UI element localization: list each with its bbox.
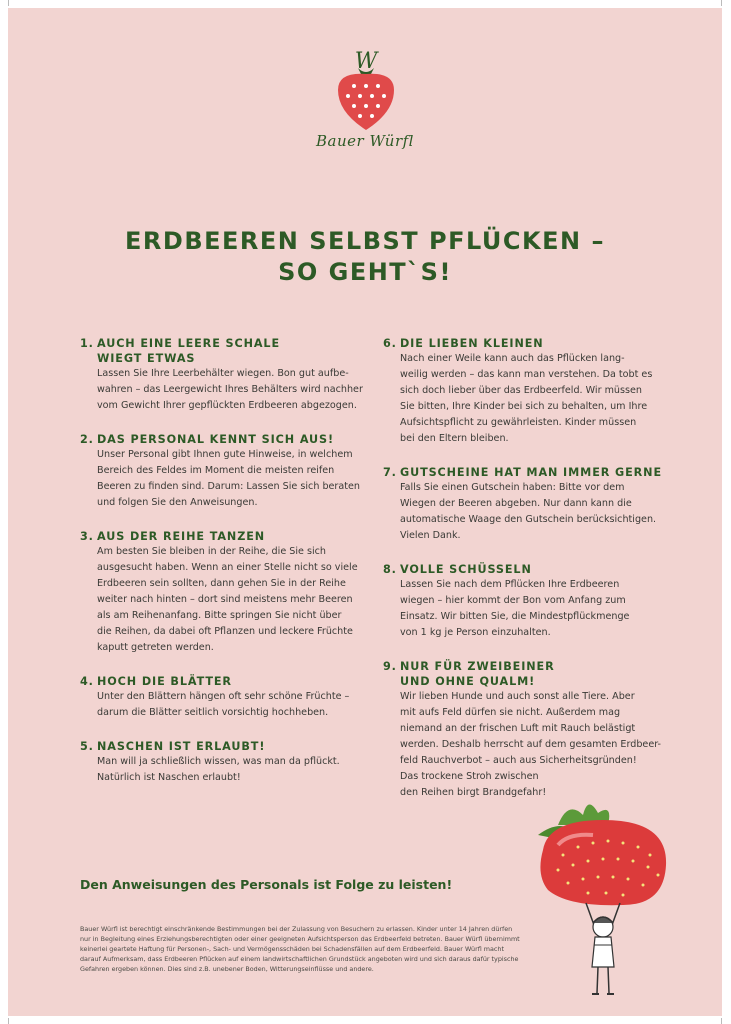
rule-item bbox=[383, 659, 663, 801]
title-line-1: ERDBEEREN SELBST PFLÜCKEN – bbox=[125, 227, 605, 255]
rule-number: 8. bbox=[383, 563, 397, 576]
rule-text: Am besten Sie bleiben in der Reihe, die Sie sich ausgesucht haben. Wenn an einer Stelle nicht so viele Erdbeeren sein sollten, dann gehen Sie in der Reihe weiter nach hinten – dort sind meistens mehr Beeren als am Reihenanfang. Bitte springen Sie nicht über die Reihen, da dabei oft Pflanzen und leckere Früchte kaputt getreten werden. bbox=[97, 546, 358, 653]
rule-heading: GUTSCHEINE HAT MAN IMMER GERNE bbox=[400, 466, 662, 479]
rule-number: 2. bbox=[80, 433, 94, 446]
rule-heading: NUR FÜR ZWEIBEINER UND OHNE QUALM! bbox=[400, 660, 555, 688]
crop-mark-br bbox=[721, 1018, 722, 1024]
rule-number: 6. bbox=[383, 337, 397, 350]
rule-text: Unter den Blättern hängen oft sehr schöne Früchte – darum die Blätter seitlich vorsichtig hochheben. bbox=[97, 691, 350, 718]
rule-number: 4. bbox=[80, 675, 94, 688]
rule-item bbox=[80, 529, 370, 656]
rule-item bbox=[80, 432, 370, 511]
rule-number: 1. bbox=[80, 337, 94, 350]
rule-item bbox=[383, 465, 663, 544]
rule-heading: HOCH DIE BLÄTTER bbox=[97, 675, 232, 688]
crop-mark-tr bbox=[721, 0, 722, 6]
rule-heading: AUS DER REIHE TANZEN bbox=[97, 530, 266, 543]
rule-number: 7. bbox=[383, 466, 397, 479]
logo-monogram: W bbox=[354, 49, 378, 74]
rule-heading: DAS PERSONAL KENNT SICH AUS! bbox=[97, 433, 334, 446]
rules-left-column bbox=[80, 336, 370, 800]
rule-text: Unser Personal gibt Ihnen gute Hinweise, in welchem Bereich des Feldes im Moment die meisten reifen Beeren zu finden sind. Darum: Lassen Sie sich beraten und folgen Sie den Anweisungen. bbox=[97, 449, 361, 508]
disclaimer-text: Bauer Würfl ist berechtigt einschränkende Bestimmungen bei der Zulassung von Besuchern zu erlassen. Kinder unter 14 Jahren dürfen nur in Begleitung eines Erziehungsberechtigten oder einer geeigneten Aufsichtsperson das Erdbeerfeld betreten. Bauer Würfl übernimmt keinerlei geartete Haftung für Personen-, Sach- und Vermögensschäden bei Schadensfällen auf dem Erdbeerfeld. Bauer Würfl macht darauf Aufmerksam, dass Erdbeeren Pflücken auf einem landwirtschaftlichen Grundstück angeboten wird und sich daraus dafür typische Gefahren ergeben können. Dies sind z.B. unebener Boden, Witterungseinflüsse und andere. bbox=[80, 925, 520, 973]
rules-right-column bbox=[383, 336, 663, 815]
rule-text: Lassen Sie nach dem Pflücken Ihre Erdbeeren wiegen – hier kommt der Bon vom Anfang zum Einsatz. Wir bitten Sie, die Mindestpflückmenge von 1 kg je Person einzuhalten. bbox=[400, 579, 630, 638]
rule-heading: VOLLE SCHÜSSELN bbox=[400, 563, 532, 576]
strawberry-girl-illustration-icon bbox=[528, 795, 678, 1000]
rule-number: 5. bbox=[80, 740, 94, 753]
rule-text: Nach einer Weile kann auch das Pflücken lang- weilig werden – das kann man verstehen. Da tobt es sich doch lieber über das Erdbeerfeld. Wir müssen Sie bitten, Ihre Kinder bei sich zu behalten, um Ihre Aufsichtspflicht zu gewährleisten. Kinder müssen bei den Eltern bleiben. bbox=[400, 353, 653, 444]
page-title bbox=[60, 226, 670, 288]
staff-note: Den Anweisungen des Personals ist Folge zu leisten! bbox=[80, 877, 453, 892]
rule-number: 9. bbox=[383, 660, 397, 673]
brand-name: Bauer Würfl bbox=[316, 132, 414, 150]
rule-item bbox=[383, 562, 663, 641]
rule-item bbox=[80, 739, 370, 786]
rule-heading: DIE LIEBEN KLEINEN bbox=[400, 337, 544, 350]
rule-item bbox=[80, 674, 370, 721]
rule-number: 3. bbox=[80, 530, 94, 543]
rule-heading: AUCH EINE LEERE SCHALE WIEGT ETWAS bbox=[97, 337, 280, 365]
crop-mark-tl bbox=[8, 0, 9, 6]
rule-text: Man will ja schließlich wissen, was man da pflückt. Natürlich ist Naschen erlaubt! bbox=[97, 756, 340, 783]
crop-mark-bl bbox=[8, 1018, 9, 1024]
rule-text: Falls Sie einen Gutschein haben: Bitte vor dem Wiegen der Beeren abgeben. Nur dann kann die automatische Waage den Gutschein berücksichtigen. Vielen Dank. bbox=[400, 482, 657, 541]
rule-item bbox=[80, 336, 370, 414]
title-line-2: SO GEHT`S! bbox=[278, 258, 452, 286]
rule-text: Lassen Sie Ihre Leerbehälter wiegen. Bon gut aufbe- wahren – das Leergewicht Ihres Behälters wird nachher vom Gewicht Ihrer gepflückten Erdbeeren abgezogen. bbox=[97, 368, 363, 411]
rule-heading: NASCHEN IST ERLAUBT! bbox=[97, 740, 266, 753]
rule-text: Wir lieben Hunde und auch sonst alle Tiere. Aber mit aufs Feld dürfen sie nicht. Außerdem mag niemand an der frischen Luft mit Rauch belästigt werden. Deshalb herrscht auf dem gesamten Erdbeer- feld Rauchverbot – auch aus Sicherheitsgründen! Das trockene Stroh zwischen den Reihen birgt Brandgefahr! bbox=[400, 691, 662, 798]
rule-item bbox=[383, 336, 663, 447]
